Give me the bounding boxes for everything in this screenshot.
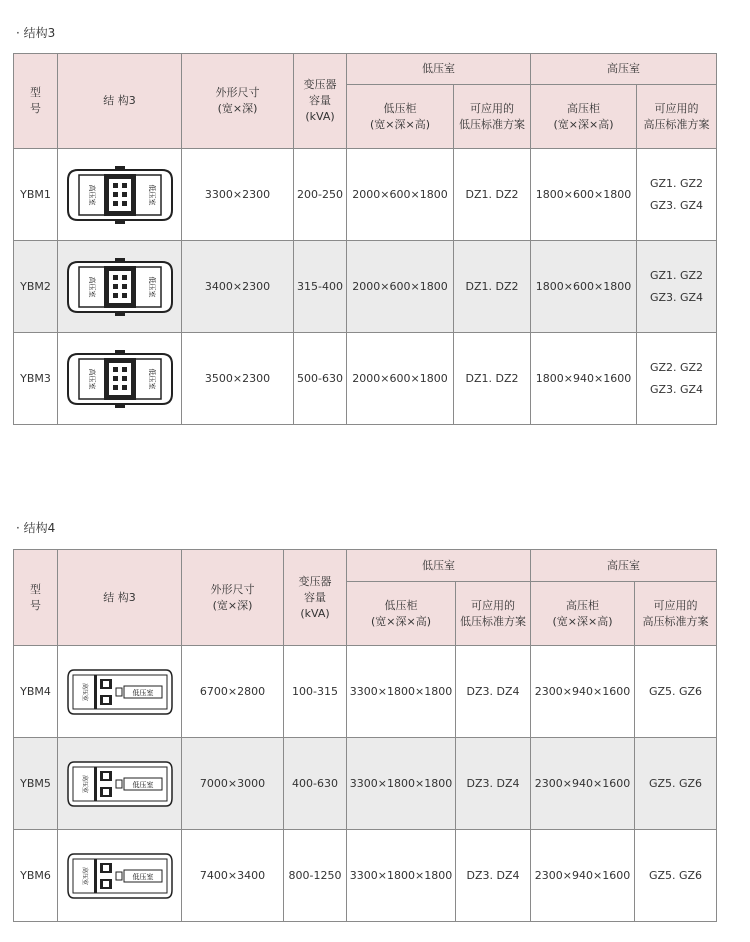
header-high-cabinet: 高压柜 (宽×深×高) <box>531 582 635 646</box>
header-size: 外形尺寸 (宽×深) <box>182 54 294 149</box>
layout3-diagram <box>64 164 176 226</box>
diagram-label-high: 高压室 <box>87 368 96 389</box>
capacity-cell: 200-250 <box>294 149 347 241</box>
size-cell: 7400×3400 <box>182 830 284 922</box>
header-high-group: 高压室 <box>531 550 717 582</box>
table-row <box>14 333 717 425</box>
model-cell: YBM2 <box>14 241 58 333</box>
size-cell: 3300×2300 <box>182 149 294 241</box>
header-type: 型 号 <box>14 54 58 149</box>
diagram-label-low: 低压室 <box>132 780 153 789</box>
layout4-diagram <box>64 850 176 902</box>
high-scheme-cell: GZ1. GZ2 GZ3. GZ4 <box>637 241 717 333</box>
low-cabinet-cell: 2000×600×1800 <box>347 333 454 425</box>
diagram-label-low: 低压室 <box>147 276 156 297</box>
size-cell: 3500×2300 <box>182 333 294 425</box>
spec-table-structure3 <box>13 53 717 425</box>
high-cabinet-cell: 1800×940×1600 <box>531 333 637 425</box>
header-high-scheme: 可应用的 高压标准方案 <box>637 85 717 149</box>
low-scheme-cell: DZ3. DZ4 <box>456 738 531 830</box>
capacity-cell: 400-630 <box>284 738 347 830</box>
model-cell: YBM1 <box>14 149 58 241</box>
header-high-scheme: 可应用的 高压标准方案 <box>635 582 717 646</box>
low-cabinet-cell: 3300×1800×1800 <box>347 646 456 738</box>
size-cell: 7000×3000 <box>182 738 284 830</box>
high-cabinet-cell: 2300×940×1600 <box>531 830 635 922</box>
capacity-cell: 800-1250 <box>284 830 347 922</box>
diagram-label-high: 高压室 <box>87 276 96 297</box>
diagram-label-high: 高压室 <box>80 866 88 885</box>
model-cell: YBM5 <box>14 738 58 830</box>
header-low-cabinet: 低压柜 (宽×深×高) <box>347 582 456 646</box>
high-scheme-cell: GZ5. GZ6 <box>635 738 717 830</box>
header-type: 型 号 <box>14 550 58 646</box>
header-low-scheme: 可应用的 低压标准方案 <box>454 85 531 149</box>
low-cabinet-cell: 3300×1800×1800 <box>347 738 456 830</box>
structure-diagram <box>58 149 182 241</box>
model-cell: YBM3 <box>14 333 58 425</box>
layout4-diagram <box>64 666 176 718</box>
header-structure: 结 构3 <box>58 550 182 646</box>
table-row <box>14 830 717 922</box>
header-high-cabinet: 高压柜 (宽×深×高) <box>531 85 637 149</box>
low-scheme-cell: DZ1. DZ2 <box>454 241 531 333</box>
low-scheme-cell: DZ3. DZ4 <box>456 830 531 922</box>
diagram-label-low: 低压室 <box>132 688 153 697</box>
diagram-label-high: 高压室 <box>80 774 88 793</box>
section-title: · 结构4 <box>16 521 56 535</box>
header-size: 外形尺寸 (宽×深) <box>182 550 284 646</box>
high-cabinet-cell: 2300×940×1600 <box>531 738 635 830</box>
diagram-label-low: 低压室 <box>132 872 153 881</box>
low-scheme-cell: DZ1. DZ2 <box>454 333 531 425</box>
layout4-diagram <box>64 758 176 810</box>
table-row <box>14 738 717 830</box>
low-scheme-cell: DZ1. DZ2 <box>454 149 531 241</box>
low-cabinet-cell: 2000×600×1800 <box>347 149 454 241</box>
table-row <box>14 646 717 738</box>
layout3-diagram <box>64 348 176 410</box>
header-capacity: 变压器 容量 (kVA) <box>294 54 347 149</box>
high-scheme-cell: GZ5. GZ6 <box>635 646 717 738</box>
structure-diagram <box>58 241 182 333</box>
capacity-cell: 500-630 <box>294 333 347 425</box>
structure-diagram <box>58 646 182 738</box>
table-row <box>14 149 717 241</box>
structure-diagram <box>58 830 182 922</box>
header-high-group: 高压室 <box>531 54 717 85</box>
diagram-label-high: 高压室 <box>80 682 88 701</box>
high-cabinet-cell: 1800×600×1800 <box>531 149 637 241</box>
high-scheme-cell: GZ1. GZ2 GZ3. GZ4 <box>637 149 717 241</box>
diagram-label-high: 高压室 <box>87 184 96 205</box>
header-low-scheme: 可应用的 低压标准方案 <box>456 582 531 646</box>
spec-table-structure4 <box>13 549 717 922</box>
high-cabinet-cell: 2300×940×1600 <box>531 646 635 738</box>
section-title: · 结构3 <box>16 26 56 40</box>
header-low-cabinet: 低压柜 (宽×深×高) <box>347 85 454 149</box>
diagram-label-low: 低压室 <box>147 368 156 389</box>
table-row <box>14 241 717 333</box>
high-scheme-cell: GZ5. GZ6 <box>635 830 717 922</box>
high-scheme-cell: GZ2. GZ2 GZ3. GZ4 <box>637 333 717 425</box>
low-cabinet-cell: 2000×600×1800 <box>347 241 454 333</box>
high-cabinet-cell: 1800×600×1800 <box>531 241 637 333</box>
header-capacity: 变压器 容量 (kVA) <box>284 550 347 646</box>
capacity-cell: 315-400 <box>294 241 347 333</box>
layout3-diagram <box>64 256 176 318</box>
structure-diagram <box>58 738 182 830</box>
low-scheme-cell: DZ3. DZ4 <box>456 646 531 738</box>
size-cell: 3400×2300 <box>182 241 294 333</box>
model-cell: YBM4 <box>14 646 58 738</box>
header-structure: 结 构3 <box>58 54 182 149</box>
model-cell: YBM6 <box>14 830 58 922</box>
size-cell: 6700×2800 <box>182 646 284 738</box>
low-cabinet-cell: 3300×1800×1800 <box>347 830 456 922</box>
header-low-group: 低压室 <box>347 54 531 85</box>
structure-diagram <box>58 333 182 425</box>
diagram-label-low: 低压室 <box>147 184 156 205</box>
header-low-group: 低压室 <box>347 550 531 582</box>
capacity-cell: 100-315 <box>284 646 347 738</box>
